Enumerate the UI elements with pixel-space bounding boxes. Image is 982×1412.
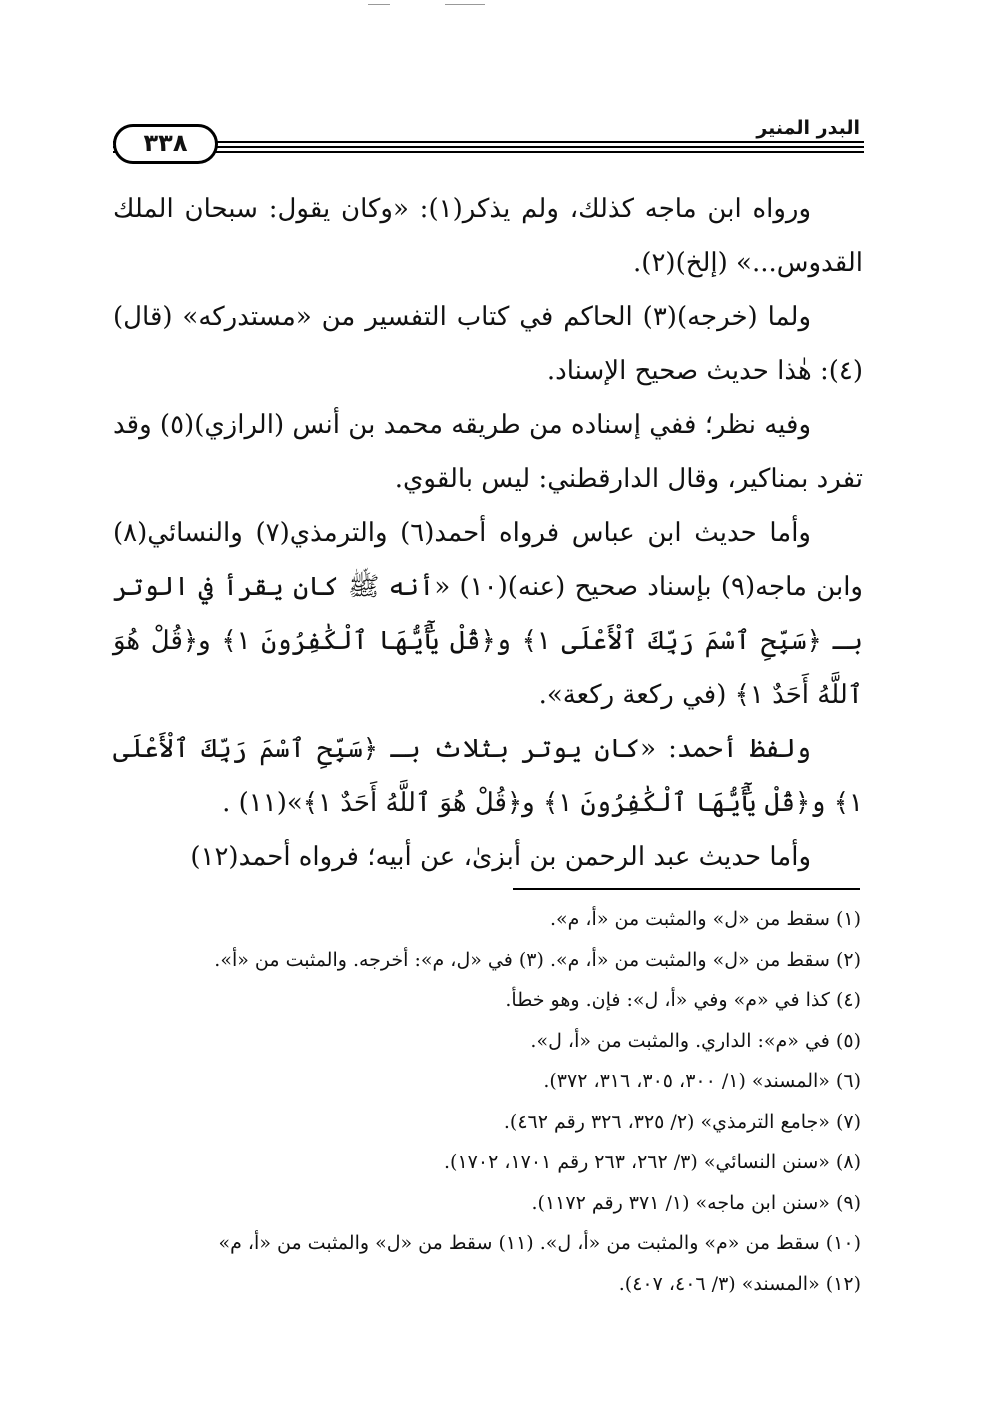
footnote: (٦) «المسند» (١/ ٣٠٠، ٣٠٥، ٣١٦، ٣٧٢). — [543, 1070, 861, 1092]
footnote: (٢) سقط من «ل» والمثبت من «أ، م». (٣) في «ل، م»: أخرجه. والمثبت من «أ». — [214, 948, 861, 971]
footnote: (٧) «جامع الترمذي» (٢/ ٣٢٥، ٣٢٦ رقم ٤٦٢). — [503, 1110, 861, 1133]
footnote: (٥) في «م»: الداري. والمثبت من «أ، ل». — [530, 1029, 861, 1052]
paragraph: ولفظ أحمد: «كان يوتر بثلاث بـ ﴿سَبِّحِ ٱسْمَ رَبِّكَ ٱلْأَعْلَى ١﴾ و﴿قُلْ يَٰٓأَيُّهَا ٱلْكَٰفِرُونَ ١﴾ و﴿قُلْ هُوَ ٱللَّهُ أَحَدٌ ١﴾»(١١) . — [113, 734, 863, 818]
footnote: (٩) «سنن ابن ماجه» (١/ ٣٧١ رقم ١١٧٢). — [531, 1191, 861, 1214]
footnote: (١) سقط من «ل» والمثبت من «أ، م». — [549, 908, 861, 930]
paragraph: وفيه نظر؛ ففي إسناده من طريقه محمد بن أنس (الرازي)(٥) وقد تفرد بمناكير، وقال الدارقطني: ليس بالقوي. — [113, 410, 863, 494]
header-rule — [113, 146, 864, 148]
paragraph: وأما حديث عبد الرحمن بن أبزىٰ، عن أبيه؛ فرواه أحمد(١٢) — [190, 842, 811, 872]
footnote: (٨) «سنن النسائي» (٣/ ٢٦٢، ٢٦٣ رقم ١٧٠١، ١٧٠٢). — [444, 1151, 861, 1173]
footnote-separator — [513, 888, 860, 890]
header-rule — [113, 151, 864, 153]
footnote: (١٢) «المسند» (٣/ ٤٠٦، ٤٠٧). — [618, 1272, 861, 1295]
paragraph: ولما (خرجه)(٣) الحاكم في كتاب التفسير من «مستدركه» (قال)(٤): هٰذا حديث صحيح الإسناد. — [113, 302, 863, 386]
page-header — [113, 116, 864, 166]
main-text — [113, 182, 863, 884]
page-number: ٣٣٨ — [113, 124, 218, 164]
top-edge-marks — [0, 4, 982, 10]
footnote: (١٠) سقط من «م» والمثبت من «أ، ل». (١١) سقط من «ل» والمثبت من «أ، م» — [218, 1232, 861, 1254]
paragraph: ورواه ابن ماجه كذلك، ولم يذكر(١): «وكان يقول: سبحان الملك القدوس...» (إلخ)(٢). — [113, 194, 863, 278]
footnotes — [113, 899, 861, 1304]
footnote: (٤) كذا في «م» وفي «أ، ل»: فإن. وهو خطأ. — [505, 989, 861, 1011]
paragraph: وأما حديث ابن عباس فرواه أحمد(٦) والترمذي(٧) والنسائي(٨) وابن ماجه(٩) بإسناد صحيح (عنه)(١٠) «أنه ﷺ كان يقرأ في الوتر بـ ﴿سَبِّحِ ٱسْمَ رَبِّكَ ٱلْأَعْلَى ١﴾ و﴿قُلْ يَٰٓأَيُّهَا ٱلْكَٰفِرُونَ ١﴾ و﴿قُلْ هُوَ ٱللَّهُ أَحَدٌ ١﴾ (في ركعة ركعة». — [113, 518, 864, 710]
header-rule — [113, 141, 864, 143]
book-title: البدر المنير — [750, 116, 864, 140]
